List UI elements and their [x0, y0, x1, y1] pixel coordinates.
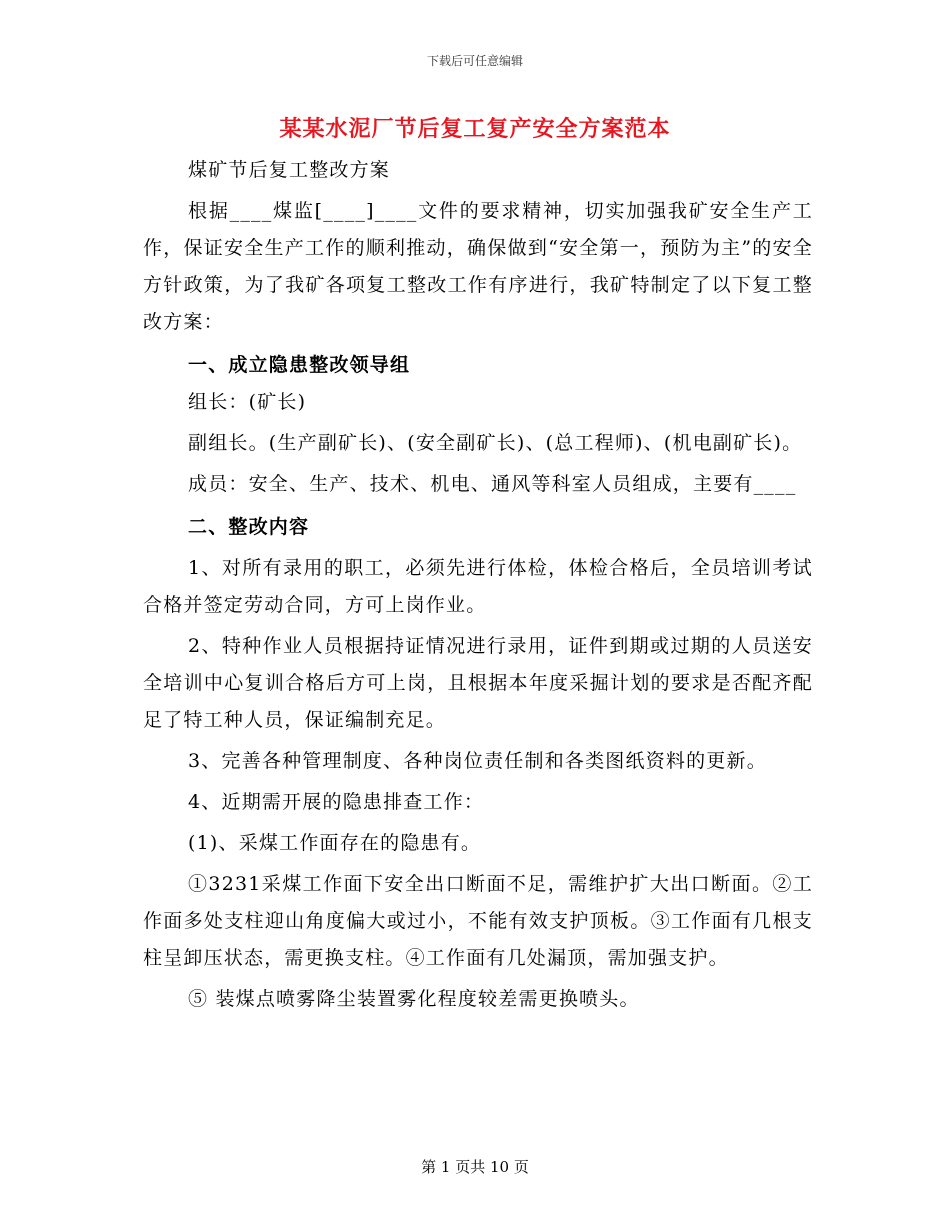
page-header-note: 下载后可任意编辑 — [426, 54, 523, 68]
section-heading-2: 二、整改内容 — [188, 516, 310, 538]
section-heading-1: 一、成立隐患整改领导组 — [188, 354, 411, 376]
intro-paragraph: 根据____煤监[____]____文件的要求精神，切实加强我矿安全生产工作，保证安全生产工作的顺利推动，确保做到“安全第一，预防为主”的安全方针政策，为了我矿各项复工整改工作有序进行，我矿特制定了以下复工整改方案： — [143, 200, 813, 333]
sub-item-1-paragraph: (1)、采煤工作面存在的隐患有。 — [188, 832, 482, 854]
item-1-paragraph: 1、对所有录用的职工，必须先进行体检，体检合格后，全员培训考试合格并签定劳动合同，方可上岗作业。 — [143, 557, 813, 616]
document-body — [143, 152, 813, 1018]
deputy-leader-paragraph: 副组长。(生产副矿长)、(安全副矿长)、(总工程师)、(机电副矿长)。 — [188, 432, 803, 454]
leader-paragraph: 组长：(矿长) — [188, 391, 307, 413]
hazard-list-paragraph: ①3231采煤工作面下安全出口断面不足，需维护扩大出口断面。②工作面多处支柱迎山角度偏大或过小，不能有效支护顶板。③工作面有几根支柱呈卸压状态，需更换支柱。④工作面有几处漏顶，需加强支护。 — [143, 873, 813, 969]
item-4-paragraph: 4、近期需开展的隐患排查工作： — [188, 791, 485, 813]
hazard-5-paragraph: ⑤ 装煤点喷雾降尘装置雾化程度较差需更换喷头。 — [188, 988, 640, 1010]
item-2-paragraph: 2、特种作业人员根据持证情况进行录用，证件到期或过期的人员送安全培训中心复训合格后方可上岗，且根据本年度采掘计划的要求是否配齐配足了特工种人员，保证编制充足。 — [143, 635, 813, 731]
page-footer-number: 第 1 页共 10 页 — [421, 1158, 529, 1176]
members-paragraph: 成员：安全、生产、技术、机电、通风等科室人员组成，主要有____ — [188, 473, 797, 495]
item-3-paragraph: 3、完善各种管理制度、各种岗位责任制和各类图纸资料的更新。 — [188, 750, 767, 772]
document-title: 某某水泥厂节后复工复产安全方案范本 — [279, 116, 671, 142]
subtitle-paragraph: 煤矿节后复工整改方案 — [188, 159, 391, 181]
